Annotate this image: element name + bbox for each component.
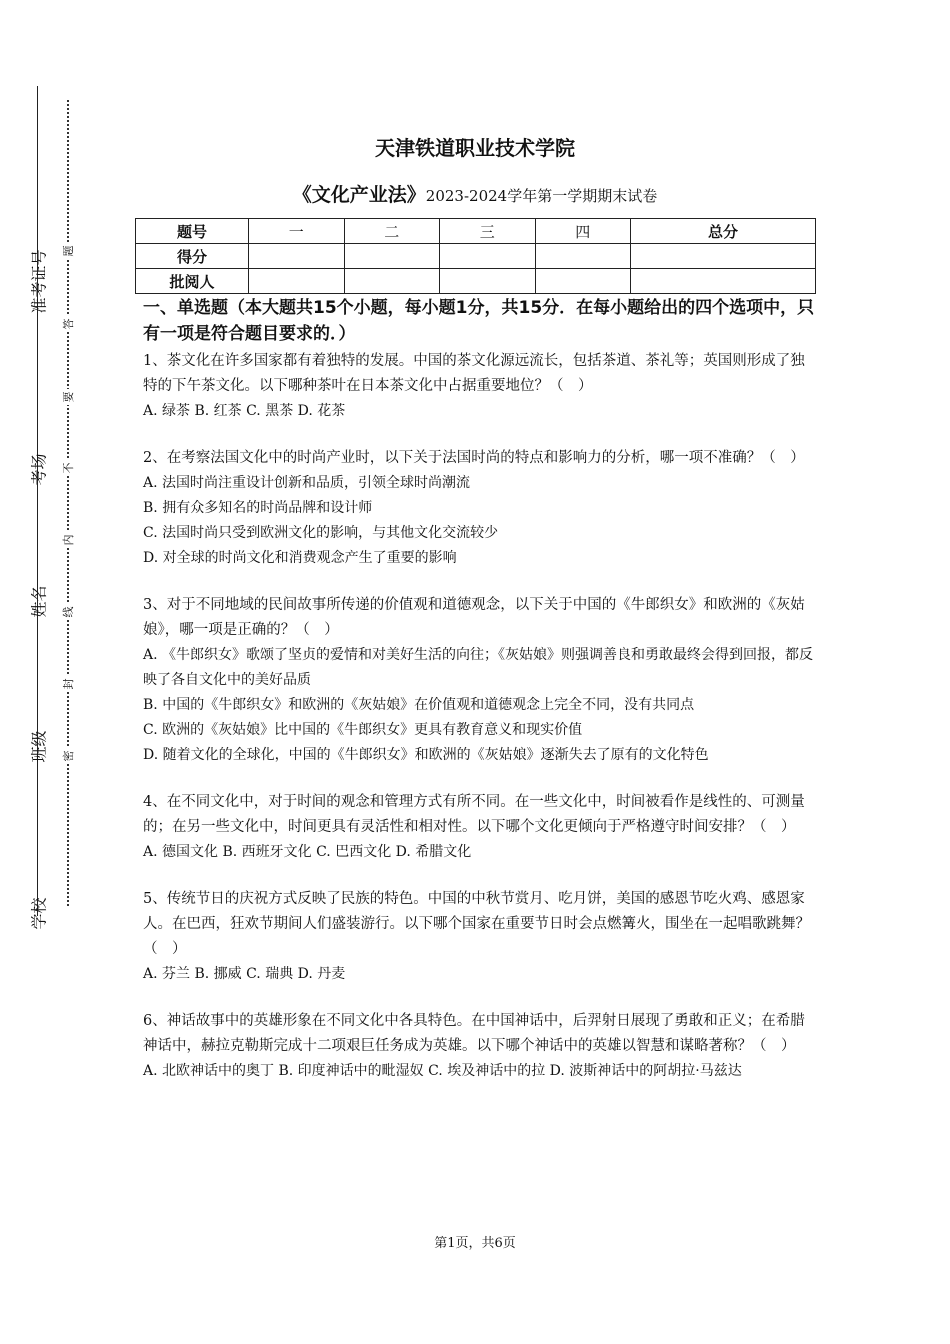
seal-dotted-line [67,100,69,906]
score-table-row [136,269,816,294]
question [143,349,818,424]
seal-char: 要 [60,389,76,405]
option-d: D. 对全球的时尚文化和消费观念产生了重要的影响 [143,550,457,566]
score-cell[interactable] [249,269,345,294]
score-cell[interactable] [631,269,816,294]
question-options: A. 芬兰 B. 挪威 C. 瑞典 D. 丹麦 [143,966,346,982]
seal-char: 不 [60,460,76,476]
score-header-cell: 题号 [136,219,249,244]
question [143,446,818,571]
question-text: 2、在考察法国文化中的时尚产业时，以下关于法国时尚的特点和影响力的分析，哪一项不准确？（ ） [143,450,805,466]
question [143,790,818,865]
seal-char: 内 [60,532,76,548]
score-header-cell: 一 [249,219,345,244]
question-text: 5、传统节日的庆祝方式反映了民族的特色。中国的中秋节赏月、吃月饼，美国的感恩节吃火鸡、感恩家人。在巴西，狂欢节期间人们盛装游行。以下哪个国家在重要节日时会点燃篝火，围坐在一起唱歌跳舞？（ ） [143,891,810,957]
field-school: 学校 [29,897,49,930]
score-cell[interactable] [535,244,631,269]
exam-term: 2023-2024学年第一学期期末试卷 [425,187,658,205]
option-a: A. 法国时尚注重设计创新和品质，引领全球时尚潮流 [143,475,471,491]
score-cell[interactable] [440,244,536,269]
score-cell[interactable] [344,244,440,269]
question-options: A. 北欧神话中的奥丁 B. 印度神话中的毗湿奴 C. 埃及神话中的拉 D. 波斯神话中的阿胡拉·马兹达 [143,1063,742,1079]
score-cell[interactable] [535,269,631,294]
field-name: 姓名 [29,585,49,618]
field-exam-room: 考场 [29,453,49,486]
field-exam-number: 准考证号 [29,249,49,314]
score-row-label: 批阅人 [136,269,249,294]
score-cell[interactable] [249,244,345,269]
binding-solid-line [37,86,38,916]
question-text: 4、在不同文化中，对于时间的观念和管理方式有所不同。在一些文化中，时间被看作是线性的、可测量的；在另一些文化中，时间更具有灵活性和相对性。以下哪个文化更倾向于严格遵守时间安排？（ ） [143,794,805,835]
option-a: A. 《牛郎织女》歌颂了坚贞的爱情和对美好生活的向往；《灰姑娘》则强调善良和勇敢最终会得到回报，都反映了各自文化中的美好品质 [143,647,814,688]
exam-content [143,295,818,1106]
section-title: 一、单选题（本大题共15个小题，每小题1分，共15分．在每小题给出的四个选项中，只有一项是符合题目要求的．） [143,298,815,344]
score-header-cell: 二 [344,219,440,244]
score-cell[interactable] [631,244,816,269]
question-options: A. 德国文化 B. 西班牙文化 C. 巴西文化 D. 希腊文化 [143,844,472,860]
option-c: C. 法国时尚只受到欧洲文化的影响，与其他文化交流较少 [143,525,499,541]
score-table-header-row [136,219,816,244]
seal-char: 密 [60,748,76,764]
score-row-label: 得分 [136,244,249,269]
question [143,1009,818,1084]
score-cell[interactable] [344,269,440,294]
seal-char: 答 [60,316,76,332]
exam-title [0,180,950,207]
score-header-cell: 三 [440,219,536,244]
seal-char: 封 [60,676,76,692]
score-header-cell: 四 [535,219,631,244]
option-d: D. 随着文化的全球化，中国的《牛郎织女》和欧洲的《灰姑娘》逐渐失去了原有的文化特色 [143,747,709,763]
page-footer: 第1页，共6页 [434,1236,516,1251]
option-b: B. 中国的《牛郎织女》和欧洲的《灰姑娘》在价值观和道德观念上完全不同，没有共同点 [143,697,695,713]
score-cell[interactable] [440,269,536,294]
question-text: 6、神话故事中的英雄形象在不同文化中各具特色。在中国神话中，后羿射日展现了勇敢和正义；在希腊神话中，赫拉克勒斯完成十二项艰巨任务成为英雄。以下哪个神话中的英雄以智慧和谋略著称？（ ） [143,1013,805,1054]
course-name: 《文化产业法》 [292,184,426,206]
field-class: 班级 [29,730,49,763]
question-options: A. 绿茶 B. 红茶 C. 黑茶 D. 花茶 [143,403,346,419]
score-table-row [136,244,816,269]
question-text: 1、茶文化在许多国家都有着独特的发展。中国的茶文化源远流长，包括茶道、茶礼等；英国则形成了独特的下午茶文化。以下哪种茶叶在日本茶文化中占据重要地位？（ ） [143,353,805,394]
seal-char: 题 [60,243,76,259]
score-header-cell: 总分 [631,219,816,244]
question [143,887,818,987]
question [143,593,818,768]
question-text: 3、对于不同地域的民间故事所传递的价值观和道德观念，以下关于中国的《牛郎织女》和欧洲的《灰姑娘》，哪一项是正确的？（ ） [143,597,805,638]
option-b: B. 拥有众多知名的时尚品牌和设计师 [143,500,373,516]
option-c: C. 欧洲的《灰姑娘》比中国的《牛郎织女》更具有教育意义和现实价值 [143,722,583,738]
seal-char: 线 [60,604,76,620]
school-name: 天津铁道职业技术学院 [375,136,575,160]
score-table [135,218,816,294]
